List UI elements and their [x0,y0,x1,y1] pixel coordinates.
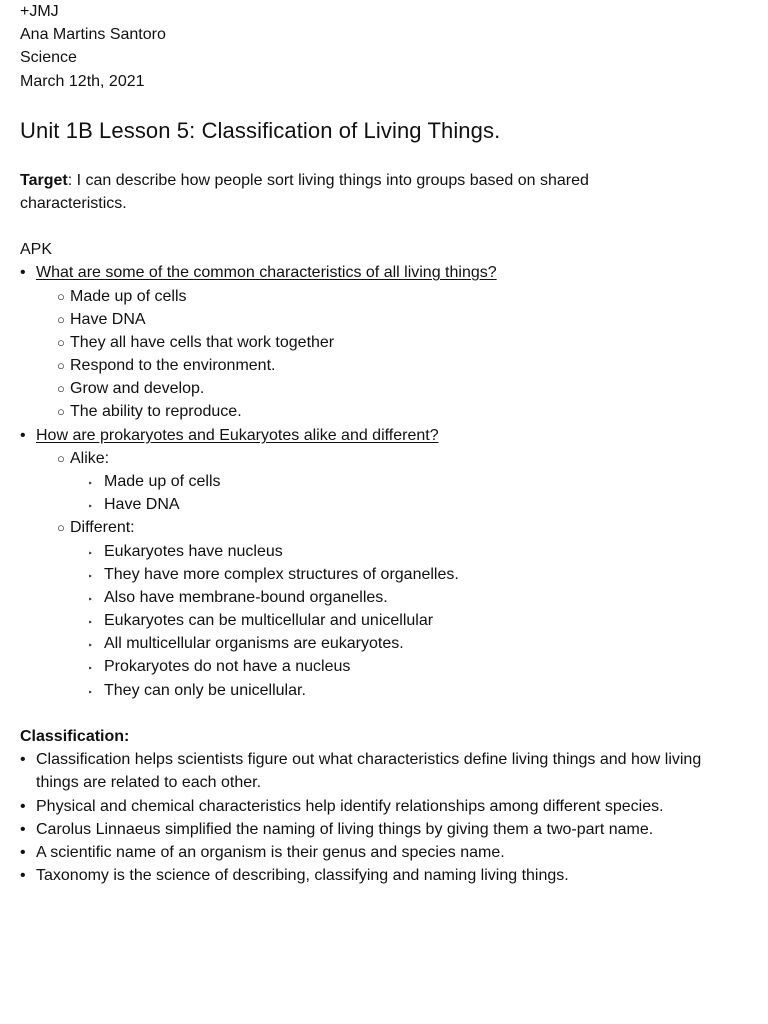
list-item-text: Grow and develop. [70,380,205,397]
list-item-text: Made up of cells [70,288,187,305]
list-item [57,377,65,400]
different-label: Different: [70,519,135,536]
circle-bullet-icon: ○ [57,381,65,396]
bullet-icon: • [20,821,26,838]
circle-bullet-icon: ○ [57,289,65,304]
list-item [20,818,26,841]
triangle-bullet-icon: ‣ [88,549,93,558]
header-line: +JMJ [20,3,59,20]
triangle-bullet-icon: ‣ [88,618,93,627]
list-item [57,331,65,354]
bullet-icon: • [20,427,26,444]
list-item-text: Have DNA [70,311,146,328]
list-item-text: They have more complex structures of organelles. [104,566,459,583]
circle-bullet-icon: ○ [57,451,65,466]
list-item [20,841,26,864]
apk-question-1: What are some of the common characteristics of all living things? [36,264,497,281]
list-item [88,679,93,704]
list-item [20,795,26,818]
target-paragraph [20,169,660,215]
list-item-text: Taxonomy is the science of describing, classifying and naming living things. [36,867,569,884]
triangle-bullet-icon: ‣ [88,479,93,488]
list-item-text: Classification helps scientists figure out what characteristics define living things and how living things are related to each other. [36,751,702,791]
list-item-text: They can only be unicellular. [104,682,306,699]
target-label: Target [20,172,68,189]
bullet-icon: • [20,844,26,861]
list-item-text: The ability to reproduce. [70,403,242,420]
list-item [57,400,65,423]
apk-heading: APK [20,241,53,258]
target-text: : I can describe how people sort living things into groups based on shared characteristics. [20,172,589,212]
list-item [20,261,26,284]
list-item [20,424,26,447]
list-item-text: Also have membrane-bound organelles. [104,589,388,606]
bullet-icon: • [20,867,26,884]
list-item-text: Physical and chemical characteristics help identify relationships among different species. [36,798,664,815]
list-item-text: Have DNA [104,496,180,513]
apk-question-2: How are prokaryotes and Eukaryotes alike and different? [36,427,439,444]
date: March 12th, 2021 [20,73,145,90]
list-item [88,540,93,565]
triangle-bullet-icon: ‣ [88,572,93,581]
list-item-text: Made up of cells [104,473,221,490]
list-item [57,516,65,539]
list-item-text: Prokaryotes do not have a nucleus [104,658,351,675]
alike-label: Alike: [70,450,110,467]
list-item-text: A scientific name of an organism is their genus and species name. [36,844,505,861]
list-item-text: Carolus Linnaeus simplified the naming of living things by giving them a two-part name. [36,821,654,838]
list-item-text: Eukaryotes have nucleus [104,543,283,560]
list-item-text: They all have cells that work together [70,334,335,351]
list-item-text: Respond to the environment. [70,357,276,374]
author-name: Ana Martins Santoro [20,26,166,43]
list-item [57,447,65,470]
circle-bullet-icon: ○ [57,358,65,373]
list-item [88,493,93,518]
triangle-bullet-icon: ‣ [88,502,93,511]
subject: Science [20,49,77,66]
bullet-icon: • [20,798,26,815]
triangle-bullet-icon: ‣ [88,688,93,697]
list-item [88,586,93,611]
triangle-bullet-icon: ‣ [88,641,93,650]
list-item-text: Eukaryotes can be multicellular and unicellular [104,612,434,629]
circle-bullet-icon: ○ [57,335,65,350]
circle-bullet-icon: ○ [57,312,65,327]
list-item [57,354,65,377]
list-item [88,609,93,634]
list-item [88,470,93,495]
circle-bullet-icon: ○ [57,404,65,419]
list-item [20,864,26,887]
list-item-text: All multicellular organisms are eukaryotes. [104,635,404,652]
bullet-icon: • [20,264,26,281]
list-item [57,285,65,308]
circle-bullet-icon: ○ [57,520,65,535]
list-item [88,655,93,680]
list-item [57,308,65,331]
classification-heading: Classification: [20,728,130,745]
triangle-bullet-icon: ‣ [88,664,93,673]
bullet-icon: • [20,751,26,768]
list-item [20,748,26,771]
triangle-bullet-icon: ‣ [88,595,93,604]
list-item [88,632,93,657]
list-item [88,563,93,588]
page-title: Unit 1B Lesson 5: Classification of Living Things. [20,118,501,143]
